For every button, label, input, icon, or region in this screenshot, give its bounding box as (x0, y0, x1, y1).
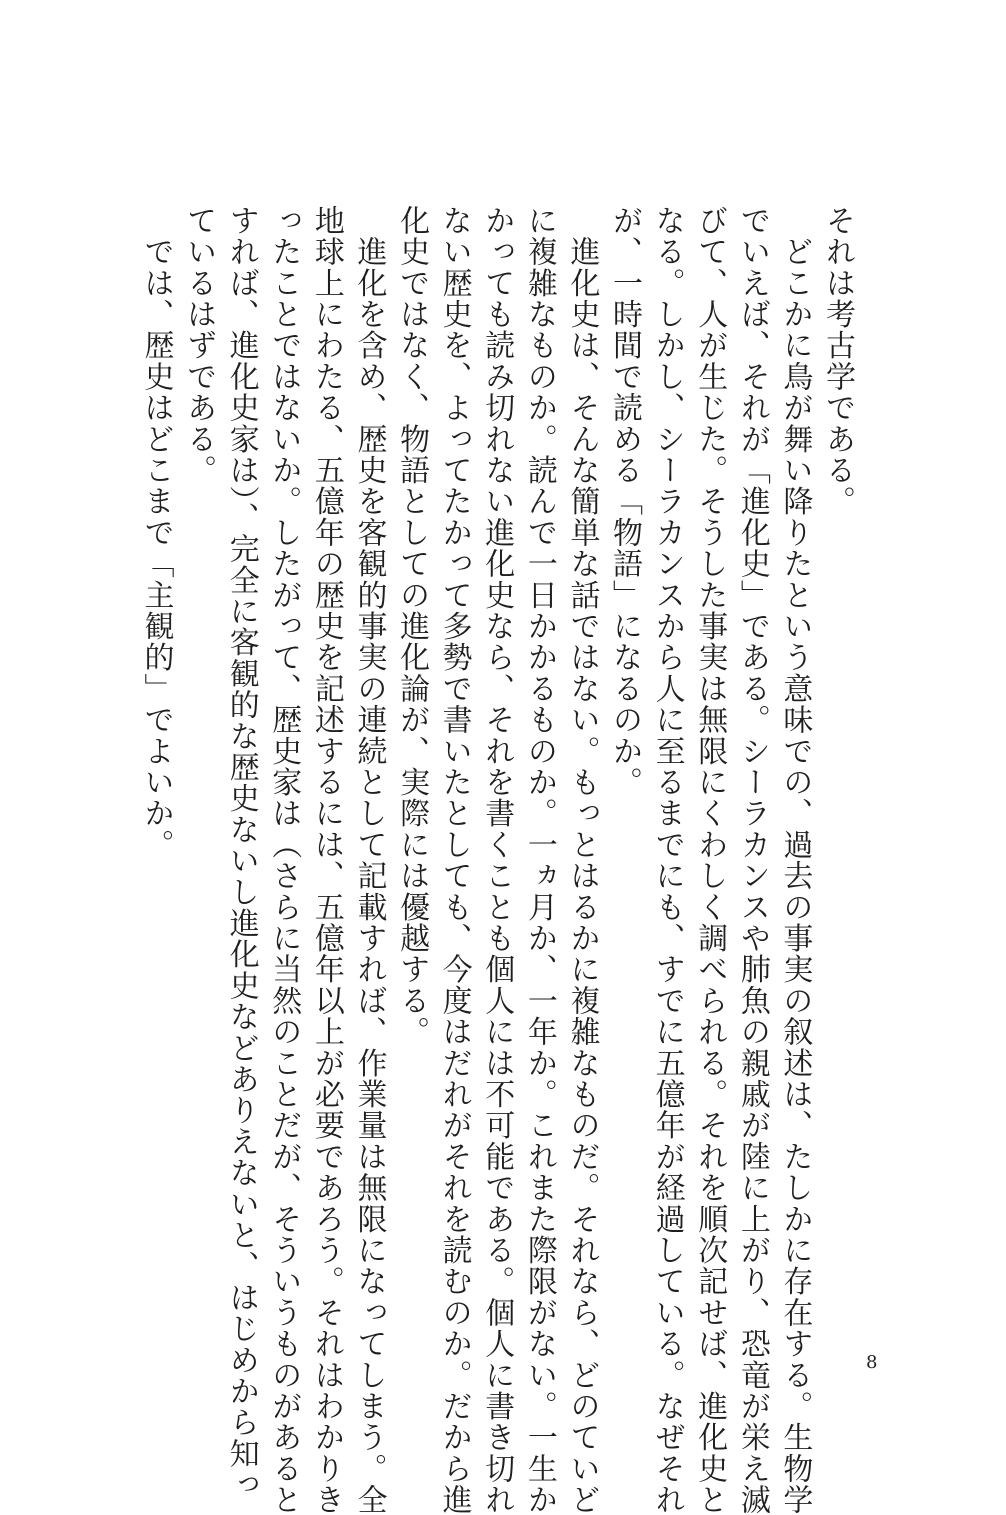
text-line: それは考古学である。 (820, 205, 855, 517)
page-number: 8 (866, 1352, 878, 1373)
body-text (138, 205, 858, 1515)
text-line: かっても読み切れない進化史なら、それを書くことも個人には不可能である。個人に書き切れ (479, 205, 515, 1515)
text-line: 進化を含め、歴史を客観的事実の連続として記載すれば、作業量は無限になってしまう。全 (351, 205, 387, 1515)
text-line: に複雑なものか。読んで一日かかるものか。一ヵ月か、一年か。これまた際限がない。一生か (521, 205, 557, 1515)
text-line: どこかに鳥が舞い降りたという意味での、過去の事実の叙述は、たしかに存在する。生物学 (777, 205, 813, 1515)
text-line: ているはずである。 (181, 205, 217, 486)
text-line: では、歴史はどこまで「主観的」でよいか。 (138, 205, 174, 861)
text-line: でいえば、それが「進化史」である。シーラカンスや肺魚の親戚が陸に上がり、恐竜が栄え滅 (734, 205, 770, 1515)
text-line: 進化史は、そんな簡単な話ではない。もっとはるかに複雑なものだ。それなら、どのていど (564, 205, 600, 1515)
text-line: 化史ではなく、物語としての進化論が、実際には優越する。 (394, 205, 430, 1048)
text-line: ない歴史を、よってたかって多勢で書いたとしても、今度はだれがそれを読むのか。だから進 (436, 205, 472, 1515)
text-line: が、一時間で読める「物語」になるのか。 (607, 205, 643, 798)
text-line: 地球上にわたる、五億年の歴史を記述するには、五億年以上が必要であろう。それはわかりき (308, 205, 344, 1515)
text-line: すれば、進化史家は）、完全に客観的な歴史ないし進化史などありえないと、はじめから知っ (223, 205, 259, 1501)
text-line: なる。しかし、シーラカンスから人に至るまでにも、すでに五億年が経過している。なぜそれ (649, 205, 685, 1515)
text-line: びて、人が生じた。そうした事実は無限にくわしく調べられる。それを順次記せば、進化史と (692, 205, 728, 1515)
text-line: ったことではないか。したがって、歴史家は（さらに当然のことだが、そういうものがあると (266, 205, 302, 1515)
